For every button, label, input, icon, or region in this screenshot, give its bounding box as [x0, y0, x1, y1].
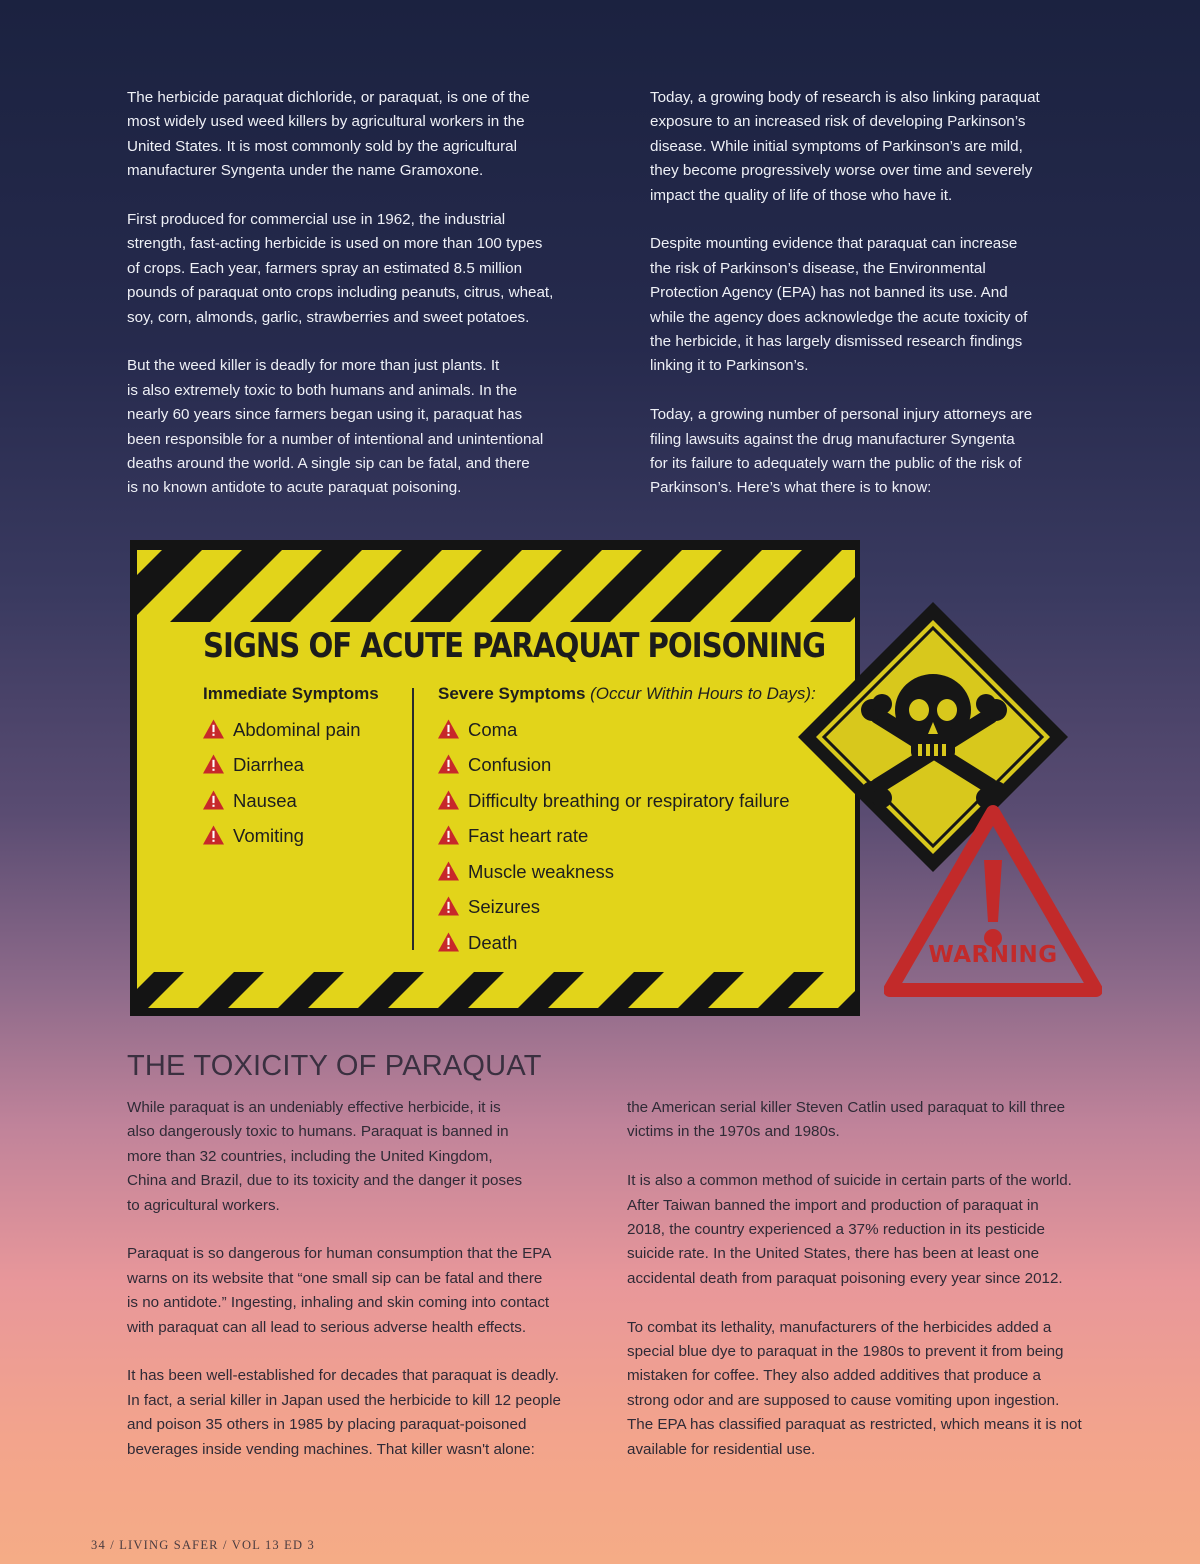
section-paragraph: Paraquat is so dangerous for human consumption that the EPA warns on its website that “one small sip can be fatal and there is no antidote.” Ingesting, inhaling and skin coming into contact with paraquat can all lead to serious adverse health effects.	[127, 1245, 552, 1336]
intro-column-left	[127, 86, 597, 501]
alert-triangle-icon	[203, 719, 224, 739]
warning-sign	[884, 804, 1102, 1000]
intro-paragraph: Despite mounting evidence that paraquat can increase the risk of Parkinson’s disease, the Environmental Protection Agency (EPA) has not banned its use. And while the agency does acknowledge the acute toxicity of the herbicide, it has largely dismissed research findings linking it to Parkinson’s.	[650, 235, 1028, 375]
immediate-symptom-item	[203, 718, 361, 742]
alert-triangle-icon	[203, 754, 224, 774]
poisoning-signs-board	[130, 540, 860, 1016]
severe-symptom-item	[438, 824, 588, 848]
section-paragraph: It has been well-established for decades that paraquat is deadly. In fact, a serial killer in Japan used the herbicide to kill 12 people and poison 35 others in 1985 by placing paraquat-poisoned beverages inside vending machines. That killer wasn't alone:	[127, 1367, 561, 1458]
symptom-label: Seizures	[468, 896, 540, 917]
symptom-label: Vomiting	[233, 825, 304, 846]
symptom-label: Nausea	[233, 790, 297, 811]
symptom-label: Difficulty breathing or respiratory failure	[468, 790, 790, 811]
intro-column-right	[650, 86, 1090, 501]
alert-triangle-icon	[438, 861, 459, 881]
severe-symptom-item	[438, 860, 614, 884]
section-column-left	[127, 1096, 602, 1462]
symptom-label: Fast heart rate	[468, 825, 589, 846]
severe-symptom-item	[438, 895, 540, 919]
board-title: SIGNS OF ACUTE PARAQUAT POISONING	[203, 626, 826, 666]
symptom-label: Coma	[468, 719, 518, 740]
immediate-symptom-item	[203, 753, 304, 777]
alert-triangle-icon	[203, 825, 224, 845]
immediate-symptom-item	[203, 824, 304, 848]
alert-triangle-icon	[203, 790, 224, 810]
board-content	[130, 540, 860, 1016]
severe-heading-note: (Occur Within Hours to Days):	[590, 684, 816, 703]
severe-symptom-item	[438, 789, 790, 813]
intro-paragraph: The herbicide paraquat dichloride, or paraquat, is one of the most widely used weed killers by agricultural workers in the United States. It is most commonly sold by the agricultural manufacturer Syngenta under the name Gramoxone.	[127, 89, 530, 180]
alert-triangle-icon	[438, 932, 459, 952]
intro-paragraph: Today, a growing body of research is also linking paraquat exposure to an increased risk of developing Parkinson’s disease. While initial symptoms of Parkinson’s are mild, they become progressively worse over time and severely impact the quality of life of those who have it.	[650, 89, 1040, 204]
page-footer: 34 / LIVING SAFER / VOL 13 ED 3	[91, 1538, 316, 1552]
symptom-label: Muscle weakness	[468, 861, 615, 882]
immediate-symptoms-heading: Immediate Symptoms	[203, 684, 379, 703]
alert-triangle-icon	[438, 719, 459, 739]
section-paragraph: To combat its lethality, manufacturers of the herbicides added a special blue dye to paraquat in the 1980s to prevent it from being mistaken for coffee. They also added additives that produce a strong odor and are supposed to cause vomiting upon ingestion. The EPA has classified paraquat as restricted, which means it is not available for residential use.	[627, 1318, 1082, 1458]
section-paragraph: It is also a common method of suicide in certain parts of the world. After Taiwan banned the import and production of paraquat in 2018, the country experienced a 37% reduction in its pesticide suicide rate. In the United States, there has been at least one accidental death from paraquat poisoning every year since 2012.	[627, 1172, 1072, 1287]
intro-paragraph: But the weed killer is deadly for more than just plants. It is also extremely toxic to both humans and animals. In the nearly 60 years since farmers began using it, paraquat has been responsible for a number of intentional and unintentional deaths around the world. A single sip can be fatal, and there is no known antidote to acute paraquat poisoning.	[127, 357, 544, 497]
symptom-label: Abdominal pain	[233, 719, 361, 740]
intro-paragraph: Today, a growing number of personal injury attorneys are filing lawsuits against the drug manufacturer Syngenta for its failure to adequately warn the public of the risk of Parkinson’s. Here’s what there is to know:	[650, 406, 1033, 497]
alert-triangle-icon	[438, 790, 459, 810]
section-heading: THE TOXICITY OF PARAQUAT	[127, 1050, 542, 1082]
intro-paragraph: First produced for commercial use in 1962, the industrial strength, fast-acting herbicide is used on more than 100 types of crops. Each year, farmers spray an estimated 8.5 million pounds of paraquat onto crops including peanuts, citrus, wheat, soy, corn, almonds, garlic, strawberries and sweet potatoes.	[127, 211, 554, 326]
column-divider	[412, 688, 414, 950]
symptom-label: Diarrhea	[233, 754, 304, 775]
severe-symptom-item	[438, 718, 517, 742]
alert-triangle-icon	[438, 896, 459, 916]
immediate-symptom-item	[203, 789, 297, 813]
severe-symptom-item	[438, 753, 551, 777]
warning-label: WARNING	[928, 942, 1058, 968]
warning-triangle-icon	[884, 804, 1102, 1000]
section-column-right	[627, 1096, 1122, 1462]
alert-triangle-icon	[438, 825, 459, 845]
severe-symptoms-heading	[438, 684, 816, 704]
symptom-label: Confusion	[468, 754, 552, 775]
symptom-label: Death	[468, 932, 518, 953]
section-paragraph: the American serial killer Steven Catlin used paraquat to kill three victims in the 1970s and 1980s.	[627, 1099, 1066, 1141]
section-paragraph: While paraquat is an undeniably effective herbicide, it is also dangerously toxic to humans. Paraquat is banned in more than 32 countries, including the United Kingdom, China and Brazil, due to its toxicity and the danger it poses to agricultural workers.	[127, 1099, 523, 1214]
severe-heading-text: Severe Symptoms	[438, 684, 586, 703]
severe-symptom-item	[438, 931, 517, 955]
alert-triangle-icon	[438, 754, 459, 774]
